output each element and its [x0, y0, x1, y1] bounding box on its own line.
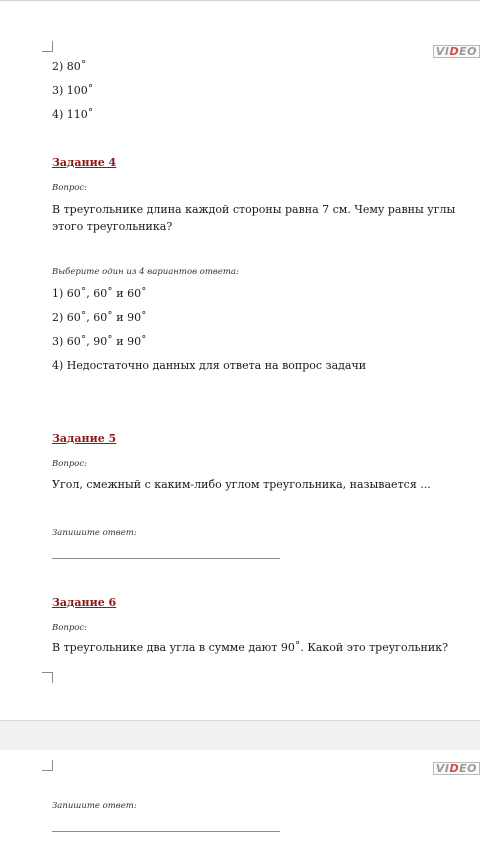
task6-question-label: Вопрос: [52, 623, 88, 633]
task5-question-label: Вопрос: [52, 459, 88, 469]
task4-heading: Задание 4 [52, 156, 117, 169]
task6-answer-line[interactable] [52, 831, 280, 832]
task5-answer-label: Запишите ответ: [52, 528, 137, 538]
task4-question: В треугольнике длина каждой стороны равна 7 см. Чему равны углы этого треугольника? [52, 203, 456, 233]
videouroki-logo-2: VIDEO [433, 762, 480, 775]
task4-option-2: 2) 60˚, 60˚ и 90˚ [52, 311, 147, 324]
task4-option-3: 3) 60˚, 90˚ и 90˚ [52, 335, 147, 348]
task4-choose-label: Выберите один из 4 вариантов ответа: [52, 267, 239, 277]
task6-heading: Задание 6 [52, 596, 117, 609]
page-corner-mark-bottom [42, 672, 53, 683]
task3-option-4: 4) 110˚ [52, 108, 94, 121]
page-gap [0, 720, 480, 752]
videouroki-logo: VIDEO [433, 45, 480, 58]
task5-question: Угол, смежный с каким-либо углом треугольника, называется ... [52, 478, 431, 491]
task3-option-3: 3) 100˚ [52, 84, 94, 97]
document-page-2 [0, 750, 480, 854]
task5-answer-line[interactable] [52, 558, 280, 559]
task4-question-label: Вопрос: [52, 183, 88, 193]
task3-option-2: 2) 80˚ [52, 60, 87, 73]
task6-answer-label: Запишите ответ: [52, 801, 137, 811]
task6-question: В треугольнике два угла в сумме дают 90˚. Какой это треугольник? [52, 641, 448, 654]
task4-option-1: 1) 60˚, 60˚ и 60˚ [52, 287, 147, 300]
page-corner-mark-top-2 [42, 760, 53, 771]
page-corner-mark-top [42, 41, 53, 52]
task5-heading: Задание 5 [52, 432, 117, 445]
task4-option-4: 4) Недостаточно данных для ответа на вопрос задачи [52, 359, 367, 372]
